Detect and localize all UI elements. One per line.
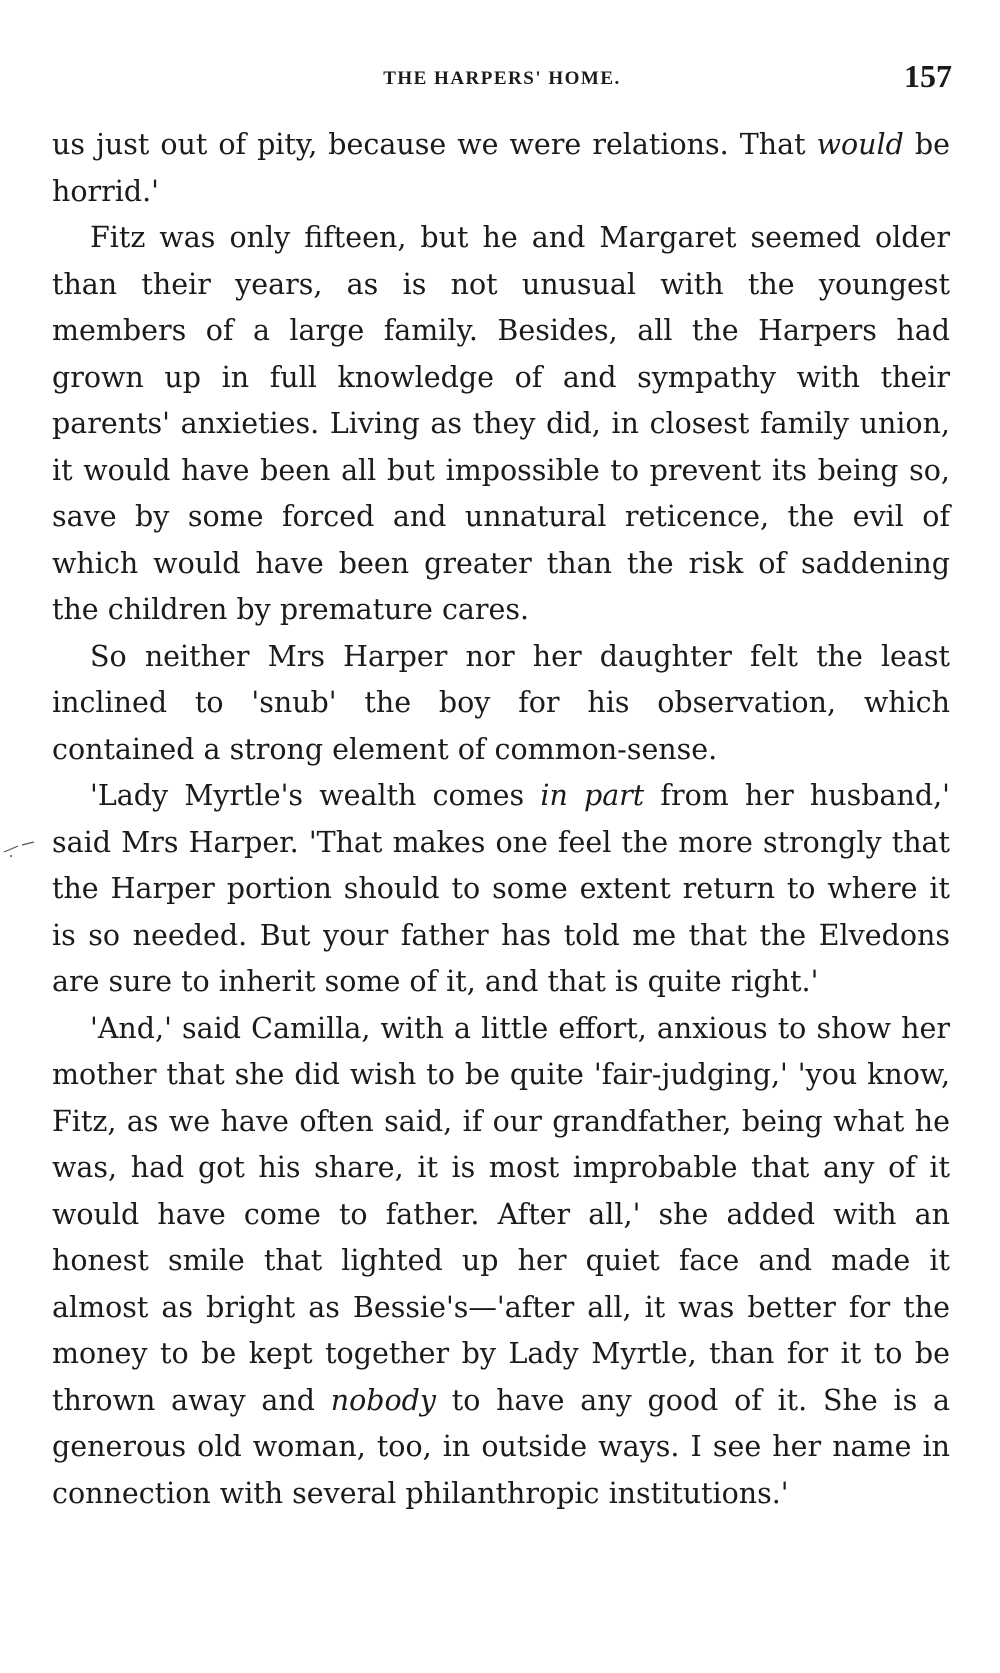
paragraph: 'And,' said Camilla, with a little effort, anxious to show her mother that she did wish to be quite 'fair-judging,' 'you know, Fitz, as we have often said, if our grandfather, being what he was, had got his share, it is most improbable that any of it would have come to father. After all,' she added with an honest smile that lighted up her quiet face and made it almost as bright as Bessie's—'after all, it was better for the money to be kept together by Lady Myrtle, than for it to be thrown away and nobody to have any good of it. She is a generous old woman, too, in outside ways. I see her name in connection with several philanthropic institutions.' <box>52 1011 950 1510</box>
paragraph: 'Lady Myrtle's wealth comes in part from her husband,' said Mrs Harper. 'That makes one feel the more strongly that the Harper portion should to some extent return to where it is so needed. But your father has told me that the Elvedons are sure to inherit some of it, and that is quite right.' <box>52 779 950 998</box>
body-text <box>52 122 950 1517</box>
pencil-mark-icon <box>0 838 40 858</box>
page-number: 157 <box>904 58 952 94</box>
paragraph: So neither Mrs Harper nor her daughter felt the least inclined to 'snub' the boy for his observation, which contained a strong element of common-sense. <box>52 639 950 766</box>
paragraph: Fitz was only fifteen, but he and Margaret seemed older than their years, as is not unusual with the youngest members of a large family. Besides, all the Harpers had grown up in full knowledge of and sympathy with their parents' anxieties. Living as they did, in closest family union, it would have been all but impossible to prevent its being so, save by some forced and unnatural reticence, the evil of which would have been greater than the risk of saddening the children by premature cares. <box>52 221 950 626</box>
running-title: THE HARPERS' HOME. <box>383 68 621 89</box>
paragraph: us just out of pity, because we were relations. That would be horrid.' <box>52 128 950 208</box>
page-header <box>52 58 952 98</box>
